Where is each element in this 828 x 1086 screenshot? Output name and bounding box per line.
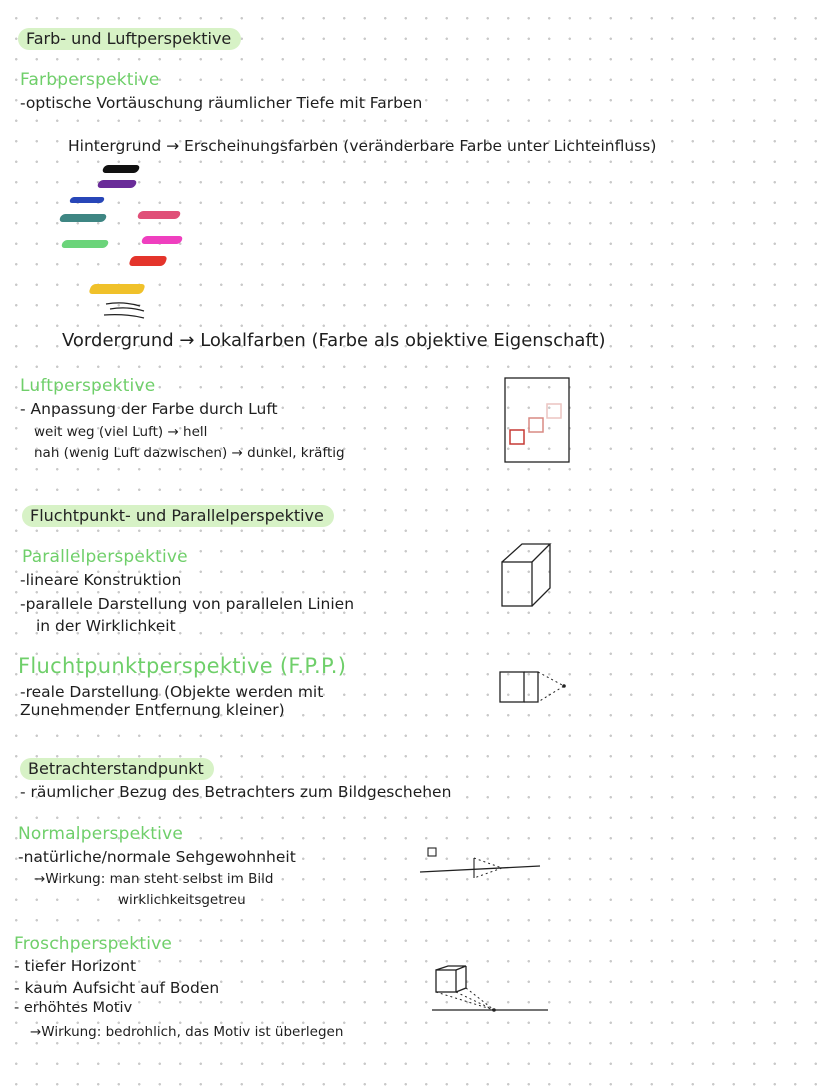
parallel-line1: -lineare Konstruktion	[20, 571, 182, 589]
normal-line1: -natürliche/normale Sehgewohnheit	[18, 848, 296, 866]
farbperspektive-line1: -optische Vortäuschung räumlicher Tiefe mit Farben	[20, 94, 423, 112]
heading-froschperspektive: Froschperspektive	[14, 934, 173, 954]
normalperspektive-illustration	[418, 846, 544, 886]
swatch-pink	[137, 211, 182, 219]
square-near	[510, 430, 524, 444]
heading-normalperspektive: Normalperspektive	[18, 824, 184, 844]
fpp-line1: -reale Darstellung (Objekte werden mit	[20, 683, 324, 701]
frosch-line2: - kaum Aufsicht auf Boden	[14, 979, 220, 997]
heading-parallelperspektive: Parallelperspektive	[22, 547, 188, 567]
fluchtpunkt-illustration	[498, 668, 570, 708]
froschperspektive-illustration	[432, 964, 552, 1014]
frosch-line1: - tiefer Horizont	[14, 957, 137, 975]
scribble-white-icon	[100, 300, 150, 322]
parallel-line2: -parallele Darstellung von parallelen Linien	[20, 595, 355, 613]
section-title-betrachter: Betrachterstandpunkt	[20, 758, 214, 780]
swatch-black	[102, 165, 141, 173]
swatch-magenta	[141, 236, 184, 244]
heading-luftperspektive: Luftperspektive	[20, 376, 156, 396]
luft-line3: nah (wenig Luft dazwischen) → dunkel, kräftig	[34, 445, 345, 461]
heading-farbperspektive: Farbperspektive	[20, 70, 160, 90]
vordergrund-text: Vordergrund → Lokalfarben (Farbe als objektive Eigenschaft)	[62, 330, 606, 351]
betrachter-line1: - räumlicher Bezug des Betrachters zum Bildgeschehen	[20, 783, 452, 801]
square-far	[547, 404, 561, 418]
parallel-line3: in der Wirklichkeit	[36, 617, 176, 635]
section-title-fluchtpunkt-parallel: Fluchtpunkt- und Parallelperspektive	[22, 505, 334, 527]
heading-fpp: Fluchtpunktperspektive (F.P.P.)	[18, 654, 347, 678]
luft-line1: - Anpassung der Farbe durch Luft	[20, 400, 278, 418]
normal-line3: wirklichkeitsgetreu	[118, 892, 246, 908]
luftperspektive-frame-illustration	[500, 376, 572, 466]
frosch-line4: →Wirkung: bedrohlich, das Motiv ist überlegen	[30, 1024, 344, 1040]
swatch-purple	[97, 180, 138, 188]
swatch-green	[61, 240, 110, 248]
fpp-line2: Zunehmender Entfernung kleiner)	[20, 701, 285, 719]
swatch-red	[128, 256, 168, 266]
section-title-farb-luft: Farb- und Luftperspektive	[18, 28, 241, 50]
parallel-cube-illustration	[500, 540, 556, 610]
swatch-teal	[59, 214, 108, 222]
swatch-blue	[69, 197, 105, 203]
normal-line2: →Wirkung: man steht selbst im Bild	[34, 871, 274, 887]
frosch-line3: - erhöhtes Motiv	[14, 1000, 133, 1016]
swatch-yellow	[88, 284, 146, 294]
square-middle	[529, 418, 543, 432]
hintergrund-text: Hintergrund → Erscheinungsfarben (veränderbare Farbe unter Lichteinfluss)	[68, 137, 657, 155]
luft-line2: weit weg (viel Luft) → hell	[34, 424, 208, 440]
